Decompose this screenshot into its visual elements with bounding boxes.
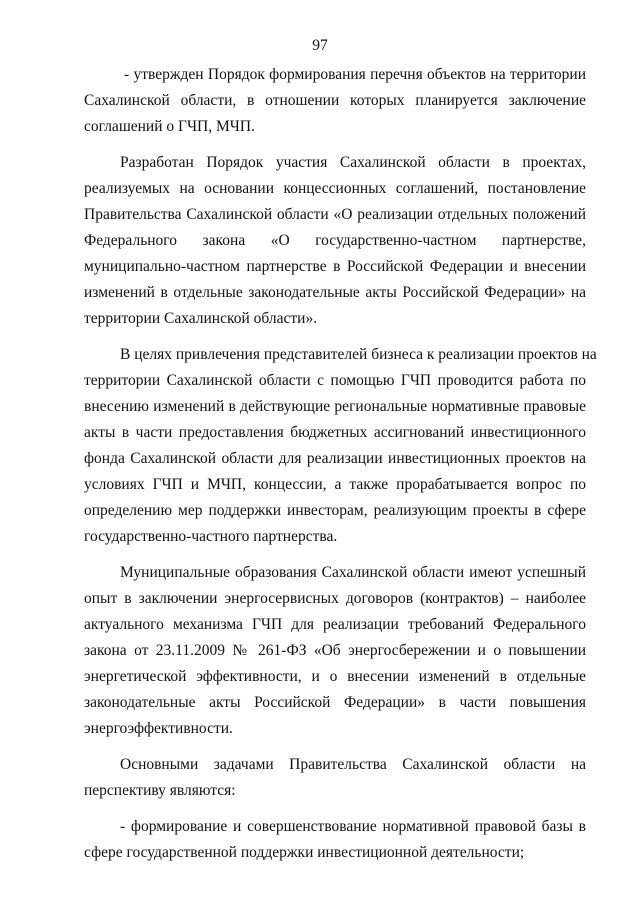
text-line: - утвержден Порядок формирования перечня объектов на территории — [124, 66, 586, 83]
text-line: определению мер поддержки инвесторам, реализующим проекты в сфере — [84, 502, 586, 519]
page-number: 97 — [312, 37, 328, 54]
text-line: перспективу являются: — [84, 782, 236, 799]
text-line: государственно-частного партнерства. — [84, 528, 338, 545]
paragraph — [84, 150, 586, 332]
paragraph — [84, 62, 586, 140]
text-line: Разработан Порядок участия Сахалинской области в проектах, — [120, 154, 586, 171]
text-line: В целях привлечения представителей бизнеса к реализации проектов на — [120, 346, 597, 363]
paragraph — [84, 560, 586, 742]
text-line: реализуемых на основании концессионных соглашений, постановление — [84, 180, 586, 197]
text-line: Муниципальные образования Сахалинской области имеют успешный — [120, 564, 586, 581]
text-line: изменений в отдельные законодательные акты Российской Федерации» на — [84, 284, 586, 301]
text-line: энергоэффективности. — [84, 720, 233, 737]
text-line: условиях ГЧП и МЧП, концессии, а также прорабатывается вопрос по — [84, 476, 586, 493]
text-line: соглашений о ГЧП, МЧП. — [84, 118, 255, 135]
text-line: законодательные акты Российской Федерации» в части повышения — [84, 694, 586, 711]
text-line: фонда Сахалинской области для реализации инвестиционных проектов на — [84, 450, 586, 467]
document-body — [84, 62, 597, 876]
text-line: муниципально-частном партнерстве в Российской Федерации и внесении — [84, 258, 586, 275]
text-line: внесению изменений в действующие региональные нормативные правовые — [84, 398, 586, 415]
text-line: закона от 23.11.2009 № 261-ФЗ «Об энергосбережении и о повышении — [84, 642, 586, 659]
text-line: актуального механизма ГЧП для реализации требований Федерального — [84, 616, 586, 633]
text-line: сфере государственной поддержки инвестиционной деятельности; — [84, 844, 525, 861]
text-line: Федерального закона «О государственно-частном партнерстве, — [84, 232, 586, 249]
text-line: опыт в заключении энергосервисных договоров (контрактов) – наиболее — [84, 590, 586, 607]
paragraph — [84, 814, 586, 866]
text-line: - формирование и совершенствование нормативной правовой базы в — [120, 818, 586, 835]
text-line: Правительства Сахалинской области «О реализации отдельных положений — [84, 206, 586, 223]
text-line: Основными задачами Правительства Сахалинской области на — [120, 756, 586, 773]
text-line: территории Сахалинской области». — [84, 310, 318, 327]
text-line: акты в части предоставления бюджетных ассигнований инвестиционного — [84, 424, 586, 441]
text-line: территории Сахалинской области с помощью ГЧП проводится работа по — [84, 372, 586, 389]
text-line: Сахалинской области, в отношении которых планируется заключение — [84, 92, 586, 109]
text-line: энергетической эффективности, и о внесении изменений в отдельные — [84, 668, 586, 685]
paragraph — [84, 342, 597, 550]
paragraph — [84, 752, 586, 804]
